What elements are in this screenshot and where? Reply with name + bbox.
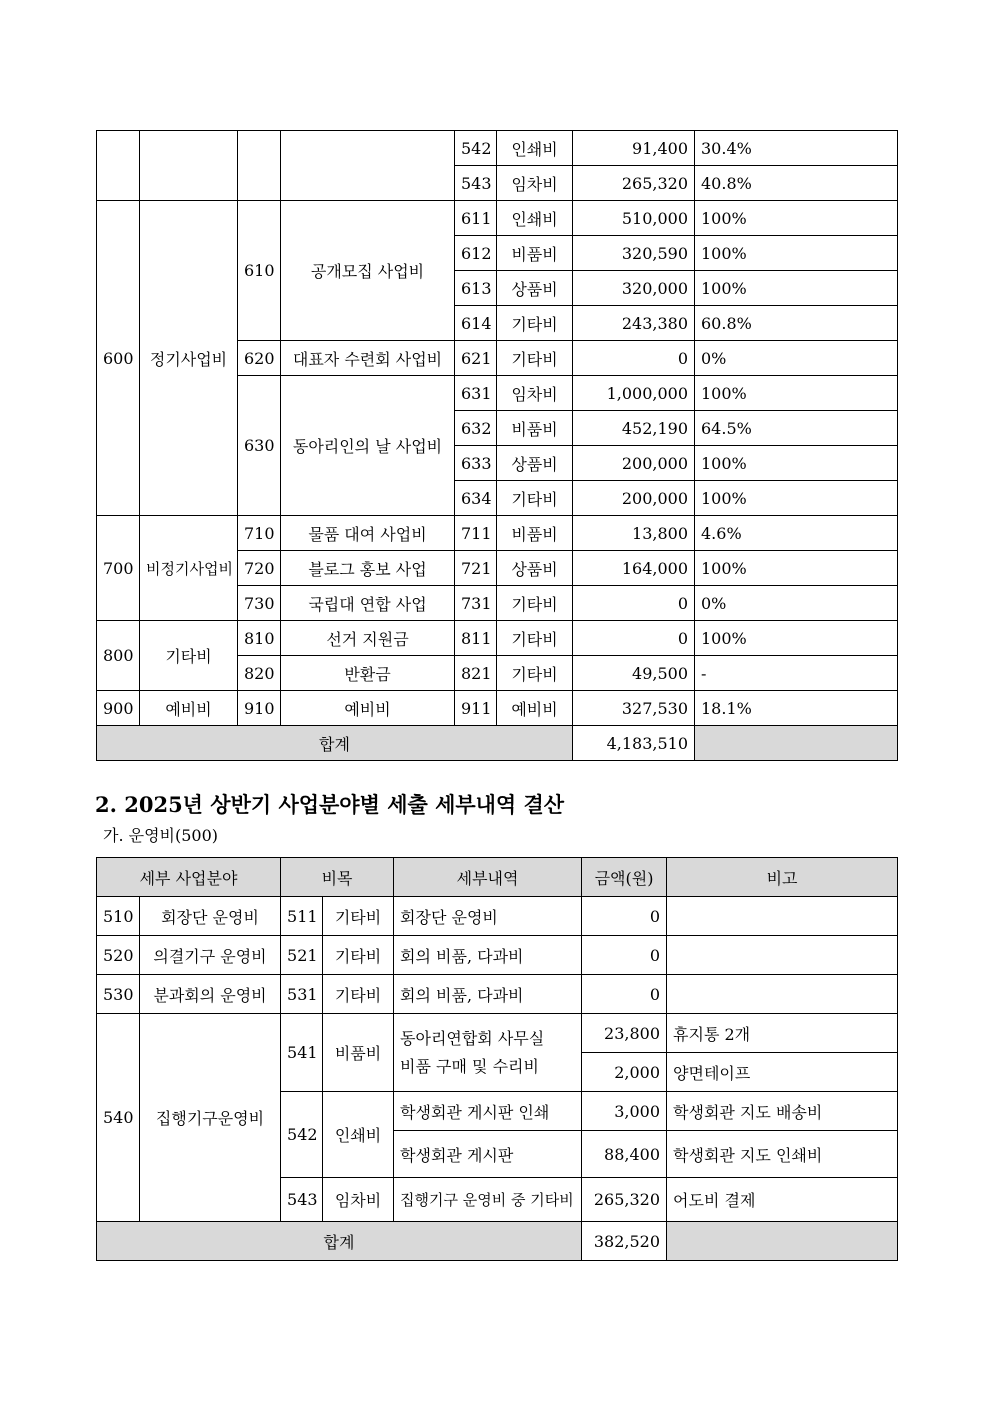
table-cell: 520: [97, 936, 140, 975]
table-cell: 811: [455, 621, 497, 656]
table-cell: 620: [238, 341, 281, 376]
table-cell: 3,000: [582, 1092, 667, 1131]
table-cell: 대표자 수련회 사업비: [281, 341, 455, 376]
table-cell: 의결기구 운영비: [140, 936, 281, 975]
table-cell: 327,530: [573, 691, 695, 726]
table-cell: 710: [238, 516, 281, 551]
table-cell: 265,320: [573, 166, 695, 201]
table-cell: [695, 726, 898, 761]
table-cell: 기타비: [497, 306, 573, 341]
header-row: [97, 858, 898, 897]
table-cell: 64.5%: [695, 411, 898, 446]
table-cell: [97, 131, 140, 201]
table-cell: [140, 131, 238, 201]
table-cell: [238, 131, 281, 201]
table-row: [97, 621, 898, 656]
table-cell: 기타비: [323, 897, 394, 936]
table-cell: 예비비: [140, 691, 238, 726]
table-cell: 100%: [695, 271, 898, 306]
column-header: 세부내역: [394, 858, 582, 897]
total-label: 합계: [97, 726, 573, 761]
table-cell: 530: [97, 975, 140, 1014]
table-cell: 기타비: [497, 621, 573, 656]
table-cell: 632: [455, 411, 497, 446]
table-cell: 학생회관 게시판: [394, 1131, 582, 1178]
table-cell: 기타비: [497, 656, 573, 691]
total-row: [97, 1222, 898, 1261]
table-cell: 인쇄비: [497, 131, 573, 166]
table-cell: [667, 1222, 898, 1261]
column-header: 비고: [667, 858, 898, 897]
table-cell: 320,000: [573, 271, 695, 306]
table-cell: 반환금: [281, 656, 455, 691]
table-cell: -: [695, 656, 898, 691]
table-cell: 0: [582, 975, 667, 1014]
table-cell: 88,400: [582, 1131, 667, 1178]
table-cell: 510,000: [573, 201, 695, 236]
table-row: [97, 516, 898, 551]
column-header: 세부 사업분야: [97, 858, 281, 897]
table-cell: 양면테이프: [667, 1053, 898, 1092]
table-cell: 예비비: [497, 691, 573, 726]
table-cell: 820: [238, 656, 281, 691]
table-cell: 임차비: [323, 1178, 394, 1222]
table-cell: 집행기구운영비: [140, 1014, 281, 1222]
table-cell: 634: [455, 481, 497, 516]
sub-title: 가. 운영비(500): [103, 826, 219, 845]
table-cell: 비정기사업비: [140, 516, 238, 621]
table-cell: 기타비: [323, 975, 394, 1014]
table-cell: 회의 비품, 다과비: [394, 975, 582, 1014]
table-cell: 4.6%: [695, 516, 898, 551]
detail-line: 비품 구매 및 수리비: [400, 1056, 539, 1076]
table-cell: 700: [97, 516, 140, 621]
table-cell: 100%: [695, 236, 898, 271]
budget-table: [96, 130, 898, 761]
total-value: 4,183,510: [573, 726, 695, 761]
section-title: 2. 2025년 상반기 사업분야별 세출 세부내역 결산: [95, 792, 565, 817]
table-cell: 810: [238, 621, 281, 656]
table-cell: 0: [573, 341, 695, 376]
table-cell: 분과회의 운영비: [140, 975, 281, 1014]
table-cell: 900: [97, 691, 140, 726]
table-cell: 611: [455, 201, 497, 236]
table-cell: 510: [97, 897, 140, 936]
table-row: [97, 936, 898, 975]
table-cell: 회장단 운영비: [394, 897, 582, 936]
table-cell: 100%: [695, 201, 898, 236]
table-cell: 비품비: [497, 236, 573, 271]
table-row: [97, 975, 898, 1014]
column-header: 금액(원): [582, 858, 667, 897]
table-cell: 비품비: [323, 1014, 394, 1092]
table-cell: 공개모집 사업비: [281, 201, 455, 341]
table-cell: 610: [238, 201, 281, 341]
table-cell: 2,000: [582, 1053, 667, 1092]
table-cell: [394, 1014, 582, 1092]
table-cell: 0%: [695, 586, 898, 621]
table-cell: 631: [455, 376, 497, 411]
table-cell: 164,000: [573, 551, 695, 586]
table-cell: [667, 897, 898, 936]
table-cell: 비품비: [497, 411, 573, 446]
table-cell: 542: [455, 131, 497, 166]
table-cell: 집행기구 운영비 중 기타비: [394, 1178, 582, 1222]
table-cell: 블로그 홍보 사업: [281, 551, 455, 586]
table-cell: 910: [238, 691, 281, 726]
total-label: 합계: [97, 1222, 582, 1261]
table-cell: 100%: [695, 376, 898, 411]
table-cell: 100%: [695, 446, 898, 481]
table-cell: 511: [281, 897, 323, 936]
table-row: [97, 897, 898, 936]
table-row: [97, 131, 898, 166]
table-cell: 23,800: [582, 1014, 667, 1053]
table-cell: 상품비: [497, 271, 573, 306]
table-cell: 612: [455, 236, 497, 271]
table-cell: [667, 936, 898, 975]
table-cell: 614: [455, 306, 497, 341]
table-cell: 국립대 연합 사업: [281, 586, 455, 621]
table-cell: [667, 975, 898, 1014]
table-cell: 521: [281, 936, 323, 975]
table-cell: 기타비: [323, 936, 394, 975]
table-cell: 540: [97, 1014, 140, 1222]
table-cell: 265,320: [582, 1178, 667, 1222]
table-cell: 100%: [695, 551, 898, 586]
table-cell: 동아리인의 날 사업비: [281, 376, 455, 516]
table-cell: 기타비: [497, 341, 573, 376]
table-cell: 621: [455, 341, 497, 376]
table-cell: 541: [281, 1014, 323, 1092]
table-cell: 0: [582, 897, 667, 936]
table-cell: 학생회관 지도 인쇄비: [667, 1131, 898, 1178]
table-cell: 630: [238, 376, 281, 516]
table-cell: 49,500: [573, 656, 695, 691]
table-cell: 0: [582, 936, 667, 975]
table-cell: [281, 131, 455, 201]
table-cell: 543: [455, 166, 497, 201]
table-cell: 531: [281, 975, 323, 1014]
table-cell: 200,000: [573, 481, 695, 516]
table-row: [97, 691, 898, 726]
table-row: [97, 1014, 898, 1053]
table-cell: 613: [455, 271, 497, 306]
table-cell: 911: [455, 691, 497, 726]
table-cell: 임차비: [497, 166, 573, 201]
table-cell: 물품 대여 사업비: [281, 516, 455, 551]
total-row: [97, 726, 898, 761]
table-cell: 633: [455, 446, 497, 481]
table-cell: 60.8%: [695, 306, 898, 341]
table-cell: 721: [455, 551, 497, 586]
table-cell: 정기사업비: [140, 201, 238, 516]
table-cell: 상품비: [497, 551, 573, 586]
table-cell: 91,400: [573, 131, 695, 166]
table-cell: 452,190: [573, 411, 695, 446]
table-cell: 기타비: [140, 621, 238, 691]
table-cell: 730: [238, 586, 281, 621]
table-cell: 1,000,000: [573, 376, 695, 411]
table-cell: 선거 지원금: [281, 621, 455, 656]
table-cell: 200,000: [573, 446, 695, 481]
table-cell: 542: [281, 1092, 323, 1178]
table-cell: 회장단 운영비: [140, 897, 281, 936]
table-row: [97, 201, 898, 236]
table-cell: 어도비 결제: [667, 1178, 898, 1222]
table-cell: 731: [455, 586, 497, 621]
table-cell: 30.4%: [695, 131, 898, 166]
detail-line: 동아리연합회 사무실: [400, 1028, 545, 1048]
table-cell: 학생회관 게시판 인쇄: [394, 1092, 582, 1131]
table-cell: 학생회관 지도 배송비: [667, 1092, 898, 1131]
total-value: 382,520: [582, 1222, 667, 1261]
table-cell: 13,800: [573, 516, 695, 551]
table-cell: 0: [573, 586, 695, 621]
table-cell: 600: [97, 201, 140, 516]
table-cell: 18.1%: [695, 691, 898, 726]
table-cell: 100%: [695, 481, 898, 516]
table-cell: 821: [455, 656, 497, 691]
table-cell: 0%: [695, 341, 898, 376]
table-cell: 예비비: [281, 691, 455, 726]
table-cell: 인쇄비: [497, 201, 573, 236]
table-cell: 100%: [695, 621, 898, 656]
table-cell: 인쇄비: [323, 1092, 394, 1178]
table-cell: 320,590: [573, 236, 695, 271]
table-cell: 상품비: [497, 446, 573, 481]
table-cell: 기타비: [497, 481, 573, 516]
table-cell: 회의 비품, 다과비: [394, 936, 582, 975]
table-cell: 243,380: [573, 306, 695, 341]
table-cell: 0: [573, 621, 695, 656]
detail-table: [96, 857, 898, 1261]
table-cell: 임차비: [497, 376, 573, 411]
table-cell: 800: [97, 621, 140, 691]
table-cell: 휴지통 2개: [667, 1014, 898, 1053]
column-header: 비목: [281, 858, 394, 897]
table-cell: 711: [455, 516, 497, 551]
table-cell: 기타비: [497, 586, 573, 621]
table-cell: 720: [238, 551, 281, 586]
table-cell: 543: [281, 1178, 323, 1222]
table-cell: 40.8%: [695, 166, 898, 201]
table-cell: 비품비: [497, 516, 573, 551]
